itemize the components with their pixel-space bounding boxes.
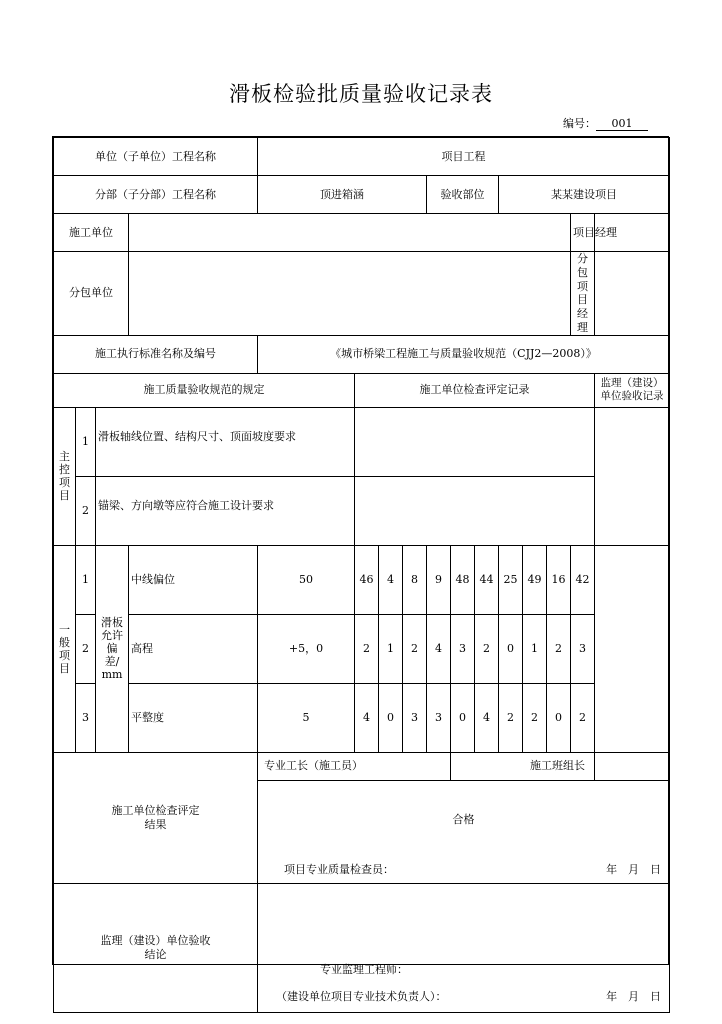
supervisor-date: 年 月 日 — [606, 989, 662, 1003]
contractor-date: 年 月 日 — [606, 862, 662, 876]
measure-cell[interactable]: 2 — [403, 614, 427, 683]
measure-cell[interactable]: 0 — [379, 683, 403, 752]
sub-project-label: 分部（子分部）工程名称 — [54, 176, 258, 214]
subcontractor-label: 分包单位 — [54, 252, 129, 336]
measure-cell[interactable]: 1 — [379, 614, 403, 683]
general-item-no: 3 — [76, 683, 96, 752]
general-item-name: 中线偏位 — [129, 545, 258, 614]
general-item-name: 平整度 — [129, 683, 258, 752]
subcontractor-value[interactable] — [129, 252, 571, 336]
sub-project-value[interactable]: 顶进箱涵 — [258, 176, 427, 214]
measure-cell[interactable]: 3 — [427, 683, 451, 752]
measure-cell[interactable]: 2 — [571, 683, 595, 752]
measure-cell[interactable]: 8 — [403, 545, 427, 614]
unit-name-value[interactable]: 项目工程 — [258, 138, 670, 176]
accept-part-value[interactable]: 某某建设项目 — [499, 176, 670, 214]
measure-cell[interactable]: 0 — [547, 683, 571, 752]
inspector-label: 项目专业质量检查员： — [284, 862, 394, 876]
general-item-no: 1 — [76, 545, 96, 614]
supervisor-result-label: 监理（建设）单位验收结论 — [54, 883, 258, 1012]
measure-cell[interactable]: 2 — [355, 614, 379, 683]
sub-pm-label: 分包项目经理 — [571, 252, 595, 336]
result-value: 合格 — [452, 812, 475, 826]
measure-cell[interactable]: 4 — [355, 683, 379, 752]
main-item-record[interactable] — [355, 407, 595, 476]
col-supervisor-header: 监理（建设）单位验收记录 — [595, 373, 670, 407]
main-item-text: 滑板轴线位置、结构尺寸、顶面坡度要求 — [96, 407, 355, 476]
doc-number-label: 编号： — [563, 117, 596, 130]
supervisor-result-box[interactable] — [258, 883, 670, 1012]
general-item-tolerance: 50 — [258, 545, 355, 614]
main-item-text: 锚梁、方向墩等应符合施工设计要求 — [96, 476, 355, 545]
measure-cell[interactable]: 4 — [475, 683, 499, 752]
measure-cell[interactable]: 4 — [427, 614, 451, 683]
contractor-label: 施工单位 — [54, 214, 129, 252]
accept-part-label: 验收部位 — [427, 176, 499, 214]
unit-name-label: 单位（子单位）工程名称 — [54, 138, 258, 176]
general-group-label: 滑板允许偏差/mm — [96, 545, 129, 752]
foreman-label: 专业工长（施工员） — [258, 752, 451, 780]
measure-cell[interactable]: 44 — [475, 545, 499, 614]
main-supervisor-record[interactable] — [595, 407, 670, 545]
contractor-result-label: 施工单位检查评定结果 — [54, 752, 258, 883]
col-record-header: 施工单位检查评定记录 — [355, 373, 595, 407]
measure-cell[interactable]: 9 — [427, 545, 451, 614]
measure-cell[interactable]: 0 — [499, 614, 523, 683]
contractor-value[interactable] — [129, 214, 571, 252]
general-item-tolerance: +5，0 — [258, 614, 355, 683]
contractor-result-box[interactable] — [258, 780, 670, 883]
inspection-form — [53, 137, 670, 1013]
general-item-name: 高程 — [129, 614, 258, 683]
doc-number — [563, 115, 648, 131]
main-item-no: 2 — [76, 476, 96, 545]
doc-number-value[interactable]: 001 — [596, 117, 648, 131]
measure-cell[interactable]: 2 — [523, 683, 547, 752]
pm-label: 项目经理 — [571, 214, 595, 252]
standard-value[interactable]: 《城市桥梁工程施工与质量验收规范（CJJ2—2008）》 — [258, 335, 670, 373]
main-item-record[interactable] — [355, 476, 595, 545]
owner-label: （建设单位项目专业技术负责人）： — [276, 989, 447, 1003]
measure-cell[interactable]: 2 — [547, 614, 571, 683]
standard-label: 施工执行标准名称及编号 — [54, 335, 258, 373]
col-spec-header: 施工质量验收规范的规定 — [54, 373, 355, 407]
measure-cell[interactable]: 1 — [523, 614, 547, 683]
measure-cell[interactable]: 42 — [571, 545, 595, 614]
page-title: 滑板检验批质量验收记录表 — [229, 82, 493, 106]
measure-cell[interactable]: 48 — [451, 545, 475, 614]
team-leader-label: 施工班组长 — [595, 752, 670, 780]
measure-cell[interactable]: 3 — [571, 614, 595, 683]
engineer-label: 专业监理工程师： — [320, 962, 408, 976]
measure-cell[interactable]: 0 — [451, 683, 475, 752]
measure-cell[interactable]: 3 — [403, 683, 427, 752]
measure-cell[interactable]: 2 — [475, 614, 499, 683]
measure-cell[interactable]: 25 — [499, 545, 523, 614]
sub-pm-value[interactable] — [595, 252, 670, 336]
general-item-no: 2 — [76, 614, 96, 683]
general-label: 一般项目 — [54, 545, 76, 752]
general-supervisor-record[interactable] — [595, 545, 670, 752]
main-item-no: 1 — [76, 407, 96, 476]
measure-cell[interactable]: 3 — [451, 614, 475, 683]
measure-cell[interactable]: 2 — [499, 683, 523, 752]
measure-cell[interactable]: 46 — [355, 545, 379, 614]
measure-cell[interactable]: 16 — [547, 545, 571, 614]
main-control-label: 主控项目 — [54, 407, 76, 545]
measure-cell[interactable]: 4 — [379, 545, 403, 614]
measure-cell[interactable]: 49 — [523, 545, 547, 614]
general-item-tolerance: 5 — [258, 683, 355, 752]
